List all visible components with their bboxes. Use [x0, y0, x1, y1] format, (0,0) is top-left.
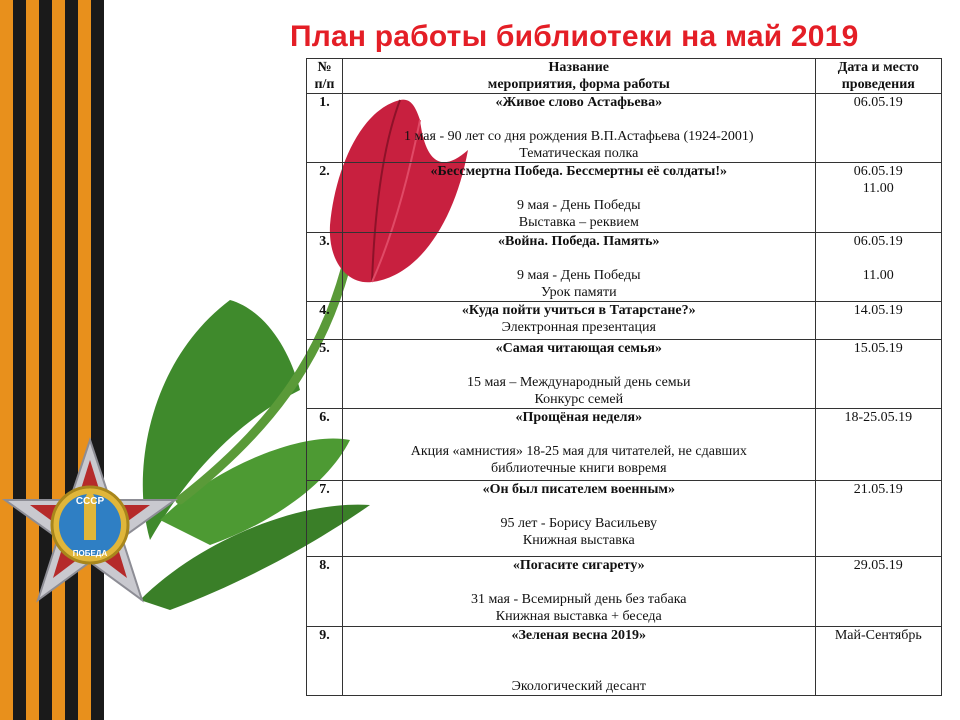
event-title: «Он был писателем военным» — [482, 482, 675, 497]
event-title: «Куда пойти учиться в Татарстане?» — [461, 303, 696, 318]
row-number: 3. — [307, 233, 343, 302]
event-description-line: Тематическая полка — [519, 146, 639, 161]
event-date-cell — [815, 627, 941, 696]
event-description-line: 9 мая - День Победы — [517, 268, 641, 283]
event-description-line — [346, 426, 812, 443]
event-cell — [342, 233, 815, 302]
event-description-line — [346, 498, 812, 515]
event-description-line: 31 мая - Всемирный день без табака — [471, 592, 687, 607]
event-date: Май-Сентябрь — [834, 628, 922, 643]
table-row — [307, 481, 942, 557]
event-date: 29.05.19 — [853, 558, 903, 573]
event-cell — [342, 302, 815, 340]
event-cell — [342, 94, 815, 163]
event-date-cell — [815, 481, 941, 557]
medal-text-ussr: СССР — [75, 496, 105, 507]
event-title: «Прощёная неделя» — [515, 410, 643, 425]
table-row — [307, 557, 942, 627]
event-date: 06.05.19 — [853, 164, 903, 179]
table-row — [307, 409, 942, 481]
event-description-line: Электронная презентация — [501, 320, 656, 335]
row-number: 8. — [307, 557, 343, 627]
event-date-cell — [815, 557, 941, 627]
event-description-line: 95 лет - Борису Васильеву — [500, 516, 658, 531]
row-number: 7. — [307, 481, 343, 557]
header-num: № п/п — [307, 59, 343, 94]
event-description-line — [346, 250, 812, 267]
event-description-line — [346, 661, 812, 678]
event-title: «Зеленая весна 2019» — [511, 628, 647, 643]
events-table — [306, 58, 942, 696]
event-date-cell — [815, 163, 941, 233]
event-description-line: Урок памяти — [540, 285, 617, 300]
event-date-cell — [815, 302, 941, 340]
event-cell — [342, 409, 815, 481]
row-number: 6. — [307, 409, 343, 481]
event-date: 06.05.19 — [853, 234, 903, 249]
event-title: «Погасите сигарету» — [512, 558, 645, 573]
event-description-line — [346, 574, 812, 591]
event-cell — [342, 481, 815, 557]
event-date: 21.05.19 — [853, 482, 903, 497]
event-description-line — [346, 357, 812, 374]
event-description-line — [346, 111, 812, 128]
event-date: 06.05.19 — [853, 95, 903, 110]
event-date: 11.00 — [862, 268, 894, 283]
table-row — [307, 163, 942, 233]
event-date-cell — [815, 94, 941, 163]
table-row — [307, 302, 942, 340]
event-cell — [342, 340, 815, 409]
event-description-line: библиотечные книги вовремя — [491, 461, 667, 476]
event-description-line: 15 мая – Международный день семьи — [466, 375, 691, 390]
event-description-line: 9 мая - День Победы — [517, 198, 641, 213]
event-description-line: Книжная выставка + беседа — [495, 609, 662, 624]
page-title: План работы библиотеки на май 2019 — [290, 20, 859, 53]
event-date: 15.05.19 — [853, 341, 903, 356]
event-title: «Живое слово Астафьева» — [495, 95, 663, 110]
event-title: «Война. Победа. Память» — [497, 234, 660, 249]
event-description-line: Книжная выставка — [522, 533, 635, 548]
row-number: 4. — [307, 302, 343, 340]
event-description-line: Акция «амнистия» 18-25 мая для читателей, не сдавших — [410, 444, 747, 459]
event-date-cell — [815, 409, 941, 481]
header-name: Название мероприятия, форма работы — [342, 59, 815, 94]
table-row — [307, 233, 942, 302]
event-date: 18-25.05.19 — [844, 410, 913, 425]
event-date: 11.00 — [862, 181, 894, 196]
table-row — [307, 627, 942, 696]
event-cell — [342, 557, 815, 627]
event-title: «Бессмертна Победа. Бессмертны её солдаты!» — [430, 164, 728, 179]
table-row — [307, 94, 942, 163]
header-date: Дата и место проведения — [815, 59, 941, 94]
table-row — [307, 340, 942, 409]
row-number: 1. — [307, 94, 343, 163]
event-date-cell — [815, 340, 941, 409]
row-number: 5. — [307, 340, 343, 409]
event-cell — [342, 627, 815, 696]
event-description-line — [346, 180, 812, 197]
row-number: 9. — [307, 627, 343, 696]
row-number: 2. — [307, 163, 343, 233]
event-date: 14.05.19 — [853, 303, 903, 318]
event-description-line: 1 мая - 90 лет со дня рождения В.П.Астафьева (1924-2001) — [404, 129, 754, 144]
event-date — [819, 250, 938, 267]
event-cell — [342, 163, 815, 233]
event-description-line — [346, 644, 812, 661]
event-description-line: Экологический десант — [511, 679, 646, 694]
medal-text-victory: ПОБЕДА — [72, 549, 108, 558]
event-title: «Самая читающая семья» — [495, 341, 662, 356]
table-header-row — [307, 59, 942, 94]
event-description-line: Выставка – реквием — [518, 215, 639, 230]
event-date-cell — [815, 233, 941, 302]
event-description-line: Конкурс семей — [534, 392, 624, 407]
